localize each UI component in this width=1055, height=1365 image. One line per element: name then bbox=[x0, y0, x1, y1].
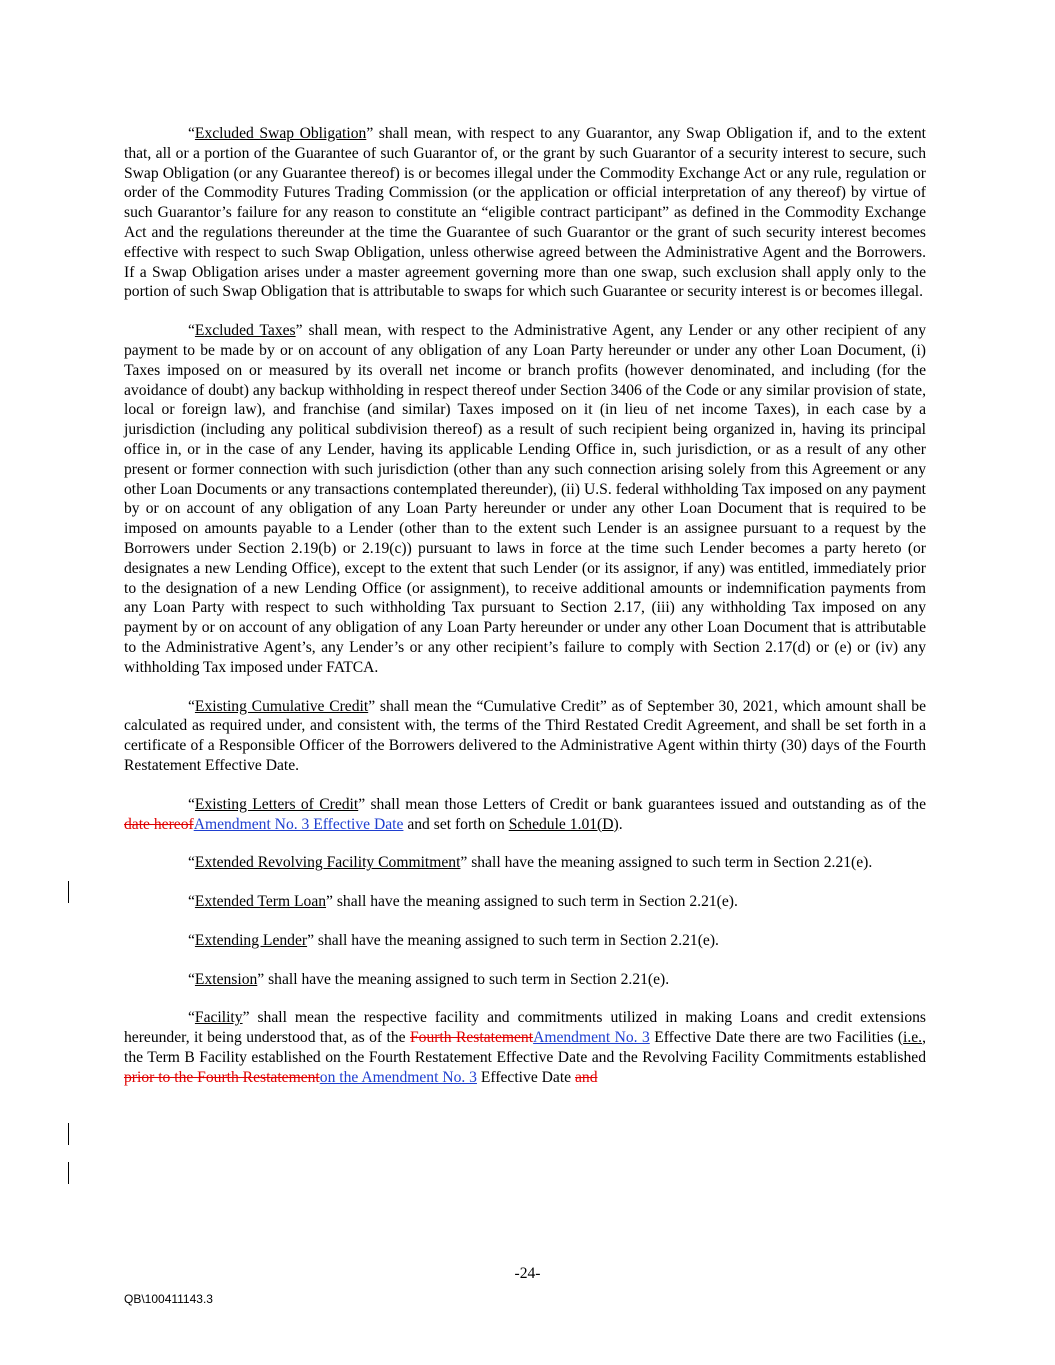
document-body bbox=[124, 124, 926, 1107]
definition-existing-letters-of-credit: “Existing Letters of Credit” shall mean those Letters of Credit or bank guarantees issued and outstanding as of the date hereofAmendment No. 3 Effective Date and set forth on Schedule 1.01(D). bbox=[124, 795, 926, 833]
change-bar bbox=[68, 1123, 69, 1145]
deleted-text: Fourth Restatement bbox=[409, 1029, 534, 1047]
definition-existing-cumulative-credit: “Existing Cumulative Credit” shall mean the “Cumulative Credit” as of September 30, 2021, which amount shall be calculated as required under, and consistent with, the terms of the Third Restated Credit Agreement, and shall be set forth in a certificate of a Responsible Officer of the Borrowers delivered to the Administrative Agent within thirty (30) days of the Fourth Restatement Effective Date. bbox=[124, 697, 926, 774]
defined-term: Excluded Taxes bbox=[194, 322, 296, 340]
defined-term: Existing Letters of Credit bbox=[194, 795, 359, 813]
defined-term: Excluded Swap Obligation bbox=[194, 125, 367, 142]
definition-extended-term-loan: “Extended Term Loan” shall have the meaning assigned to such term in Section 2.21(e). bbox=[188, 893, 738, 911]
defined-term: Extending Lender bbox=[194, 931, 308, 949]
definition-extending-lender: “Extending Lender” shall have the meaning assigned to such term in Section 2.21(e). bbox=[188, 931, 719, 949]
deleted-text: and bbox=[574, 1068, 598, 1086]
defined-term: Facility bbox=[194, 1009, 243, 1027]
defined-term: Extended Term Loan bbox=[194, 893, 327, 911]
ie-abbreviation: i.e. bbox=[903, 1029, 923, 1047]
inserted-text: on the Amendment No. 3 bbox=[319, 1068, 477, 1086]
definition-facility: “Facility” shall mean the respective facility and commitments utilized in making Loans and credit extensions hereunder, it being understood that, as of the Fourth RestatementAmendment No. 3 Effective Date there are two Facilities (i.e., the Term B Facility established on the Fourth Restatement Effective Date and the Revolving Facility Commitments established prior to the Fourth Restatementon the Amendment No. 3 Effective Date and bbox=[124, 1009, 926, 1086]
definition-excluded-swap-obligation: “Excluded Swap Obligation” shall mean, with respect to any Guarantor, any Swap Obligation if, and to the extent that, all or a portion of the Guarantee of such Guarantor of, or the grant by such Guarantor of a security interest to secure, such Swap Obligation (or any Guarantee thereof) is or becomes illegal under the Commodity Exchange Act or any rule, regulation or order of the Commodity Futures Trading Commission (or the application or official interpretation of any thereof) by virtue of such Guarantor’s failure for any reason to constitute an “eligible contract participant” as defined in the Commodity Exchange Act and the regulations thereunder at the time the Guarantee of such Guarantor or the grant of such security interest becomes effective with respect to such Swap Obligation, unless otherwise agreed between the Administrative Agent and the Borrowers. If a Swap Obligation arises under a master agreement governing more than one swap, such exclusion shall apply only to the portion of such Swap Obligation that is attributable to swaps for which such Guarantee or security interest is or becomes illegal. bbox=[124, 125, 926, 301]
definition-excluded-taxes: “Excluded Taxes” shall mean, with respect to the Administrative Agent, any Lender or any other recipient of any payment to be made by or on account of any obligation of any Loan Party hereunder or under any other Loan Document, (i) Taxes imposed on or measured by its overall net income or branch profits (however denominated, and including (for the avoidance of doubt) any backup withholding in respect thereof under Section 3406 of the Code or any similar provision of state, local or foreign law), and franchise (and similar) Taxes imposed on it (in lieu of net income Taxes), in each case by a jurisdiction (including any political subdivision thereof) as a result of such recipient being organized in, having its principal office in, or in the case of any Lender, having its applicable Lending Office in, such jurisdiction, or as a result of any other present or former connection with such jurisdiction (other than any such connection arising solely from this Agreement or any other Loan Documents or any transactions contemplated thereunder), (ii) U.S. federal withholding Tax imposed on any payment by or on account of any obligation of any Loan Party hereunder or under any other Loan Document that is required to be imposed on amounts payable to a Lender (other than to the extent such Lender is an assignee pursuant to a request by the Borrowers under Section 2.19(b) or 2.19(c)) pursuant to laws in force at the time such Lender becomes a party hereto (or designates a new Lending Office), except to the extent that such Lender (or its assignor, if any) was entitled, immediately prior to the designation of a new Lending Office (or assignment), to receive additional amounts or indemnification payments from any Loan Party with respect to such withholding Tax pursuant to Section 2.17, (iii) any withholding Tax imposed on any payment by or on account of any obligation of any Loan Party hereunder or under any other Loan Document that is attributable to the Administrative Agent’s, any Lender’s or any other recipient’s failure to comply with Section 2.17(d) or (e) or (iv) any withholding Tax imposed under FATCA. bbox=[124, 322, 926, 676]
defined-term: Extension bbox=[194, 970, 258, 988]
inserted-text: Amendment No. 3 bbox=[533, 1029, 650, 1047]
document-id: QB\100411143.3 bbox=[124, 1292, 213, 1306]
change-bar bbox=[68, 1162, 69, 1184]
inserted-text: Amendment No. 3 Effective Date bbox=[193, 815, 404, 833]
deleted-text: prior to the Fourth Restatement bbox=[124, 1068, 320, 1086]
definition-extended-revolving-facility-commitment: “Extended Revolving Facility Commitment” shall have the meaning assigned to such term in Section 2.21(e). bbox=[188, 854, 873, 872]
defined-term: Extended Revolving Facility Commitment bbox=[194, 854, 461, 872]
deleted-text: date hereof bbox=[124, 815, 194, 833]
schedule-reference: Schedule 1.01(D) bbox=[508, 815, 619, 833]
defined-term: Existing Cumulative Credit bbox=[194, 697, 369, 715]
definition-extension: “Extension” shall have the meaning assigned to such term in Section 2.21(e). bbox=[188, 970, 670, 988]
change-bar bbox=[68, 881, 69, 903]
page-number: -24- bbox=[514, 1265, 541, 1282]
